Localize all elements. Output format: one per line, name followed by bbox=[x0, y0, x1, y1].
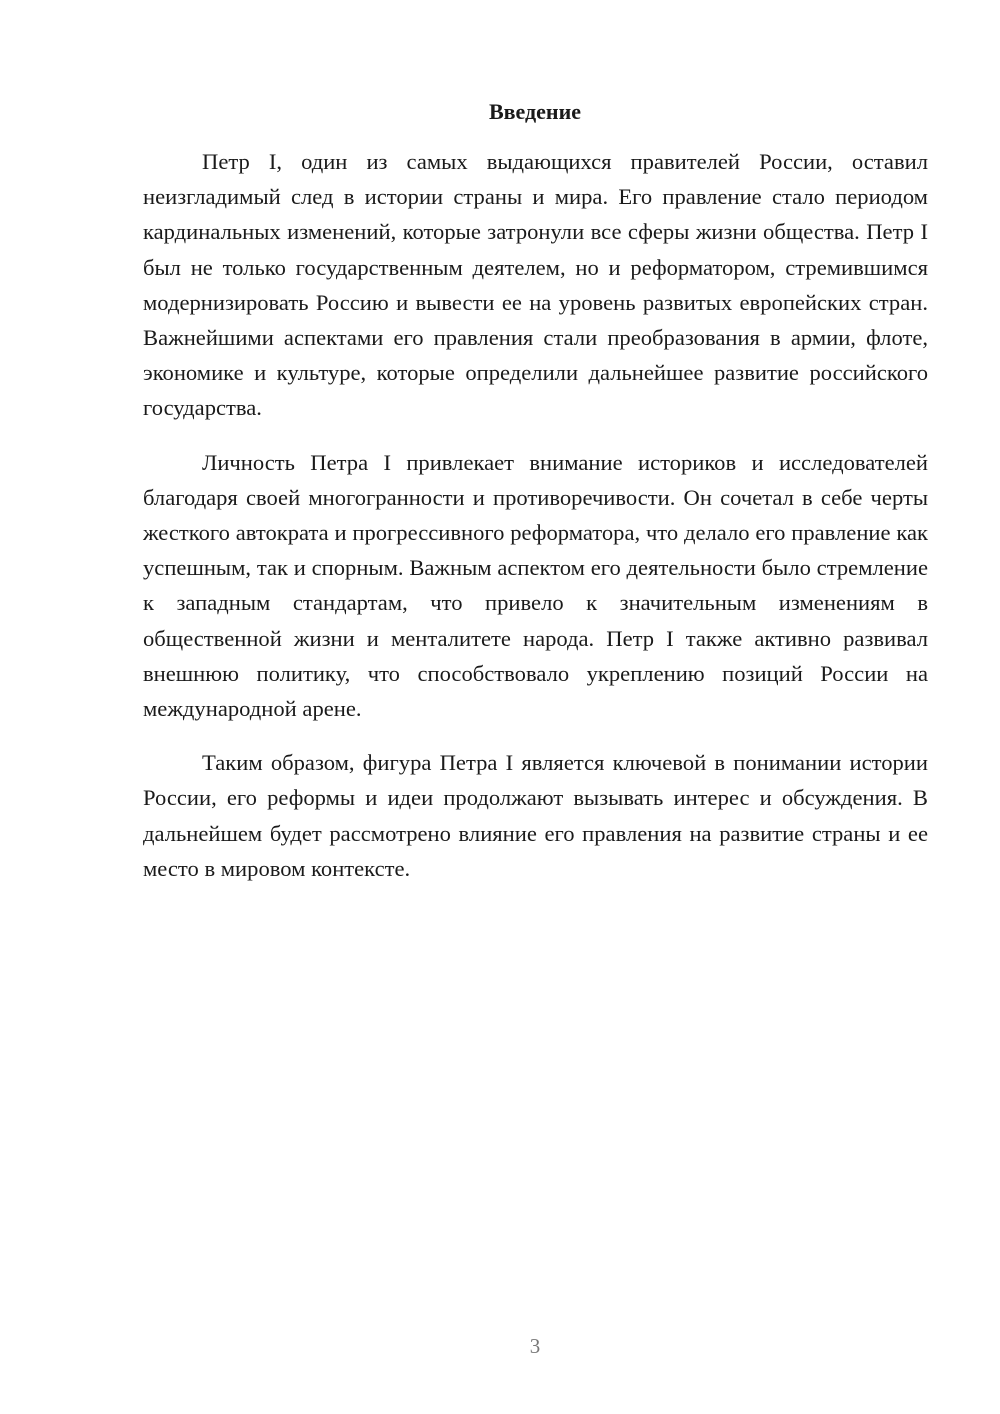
paragraph-1: Петр I, один из самых выдающихся правителей России, оставил неизгладимый след в истории страны и мира. Его правление стало периодом кардинальных изменений, которые затронули все сферы жизни общества. Петр I был не только государственным деятелем, но и реформатором, стремившимся модернизировать Россию и вывести ее на уровень развитых европейских стран. Важнейшими аспектами его правления стали преобразования в армии, флоте, экономике и культуре, которые определили дальнейшее развитие российского государства. bbox=[143, 149, 928, 421]
section-heading: Введение bbox=[488, 99, 582, 124]
page-number: 3 bbox=[529, 1334, 541, 1358]
paragraph-3: Таким образом, фигура Петра I является ключевой в понимании истории России, его реформы и идеи продолжают вызывать интерес и обсуждения. В дальнейшем будет рассмотрено влияние его правления на развитие страны и ее место в мировом контексте. bbox=[143, 750, 928, 881]
body-text bbox=[143, 144, 928, 886]
paragraph-2: Личность Петра I привлекает внимание историков и исследователей благодаря своей многогранности и противоречивости. Он сочетал в себе черты жесткого автократа и прогрессивного реформатора, что делало его правление как успешным, так и спорным. Важным аспектом его деятельности было стремление к западным стандартам, что привело к значительным изменениям в общественной жизни и менталитете народа. Петр I также активно развивал внешнюю политику, что способствовало укреплению позиций России на международной арене. bbox=[143, 449, 928, 722]
